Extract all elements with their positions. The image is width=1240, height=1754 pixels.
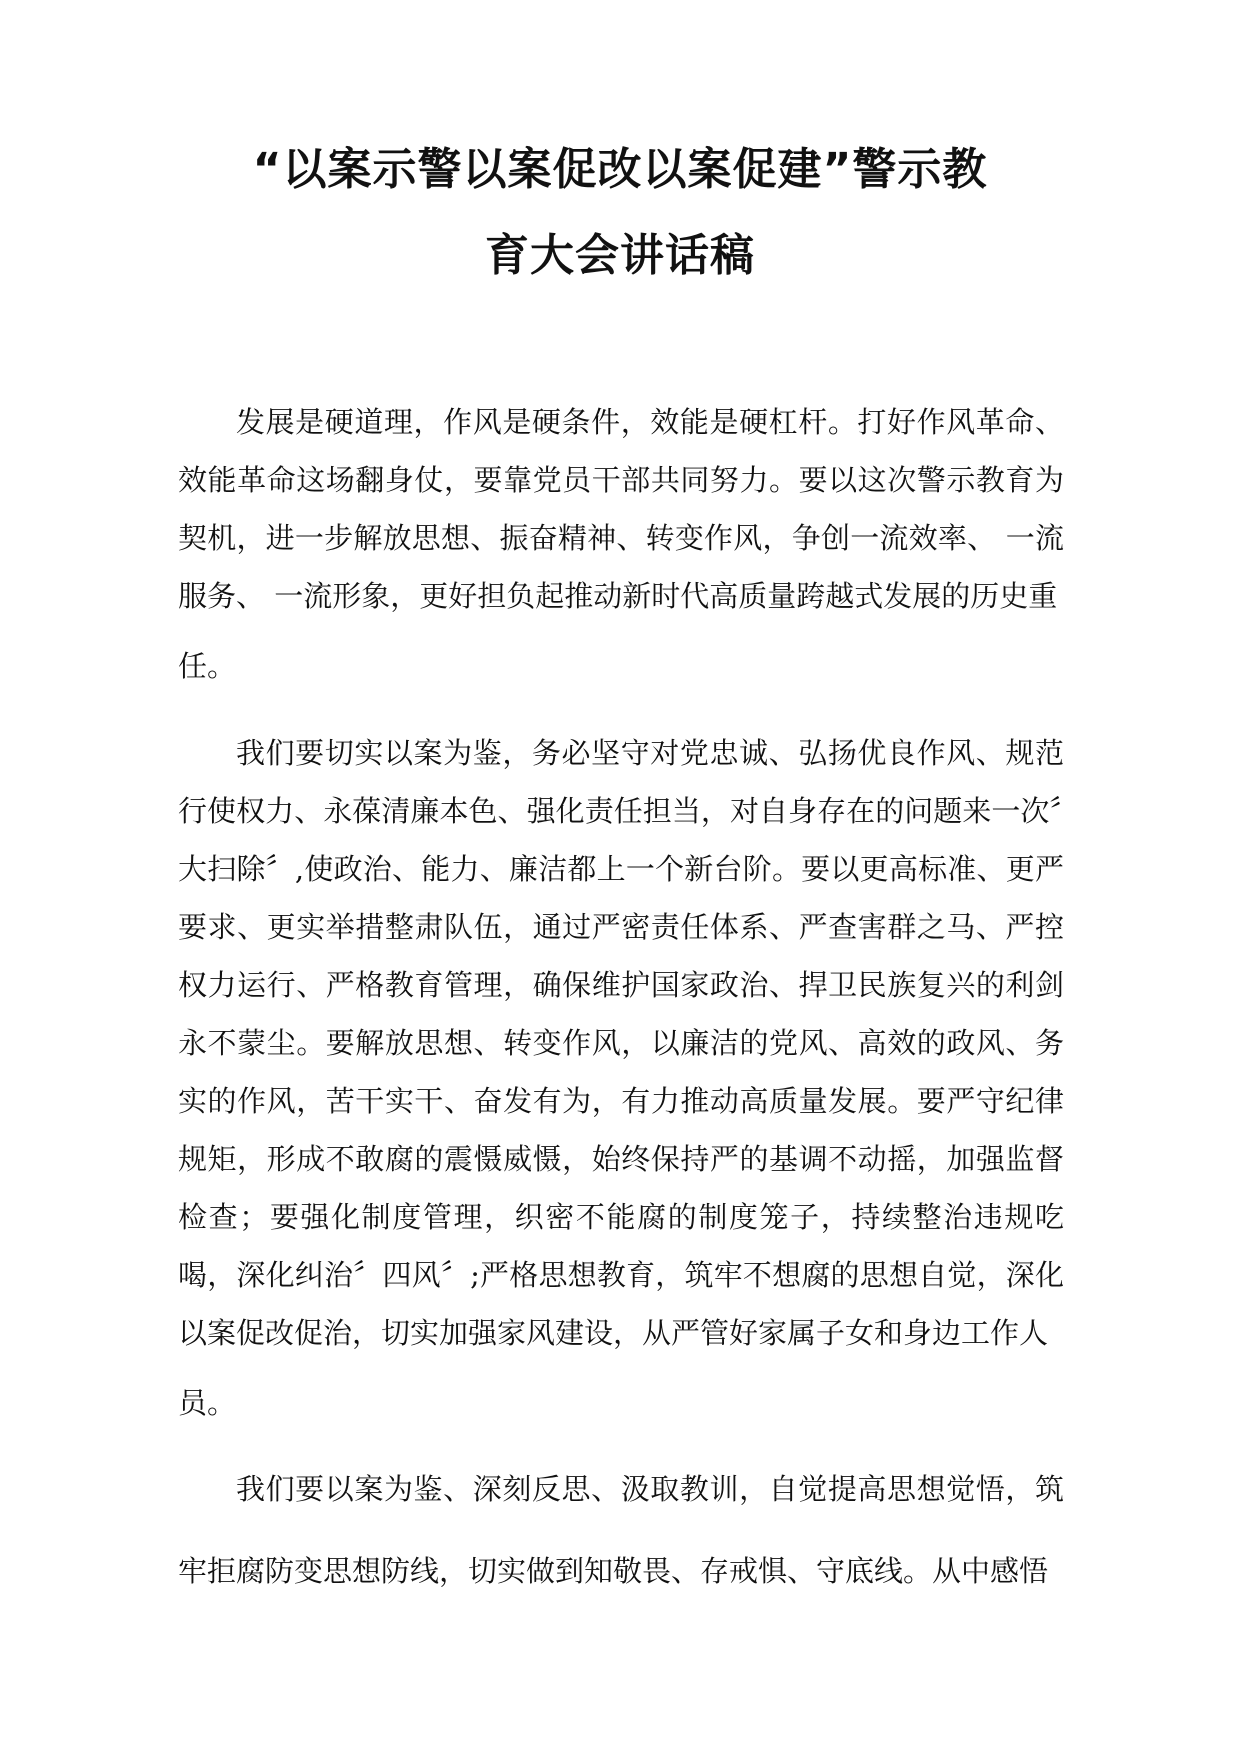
paragraph-2-last-line: 员。 — [178, 1386, 237, 1420]
title-line-2: 育大会讲话稿 — [485, 230, 755, 281]
paragraph-1-text: 发展是硬道理，作风是硬条件，效能是硬杠杆。打好作风革命、效能革命这场翻身仗，要靠党员干部共同努力。要以这次警示教育为契机，进一步解放思想、振奋精神、转变作风，争创一流效率、 一流服务、 一流形象，更好担负起推动新时代高质量跨越式发展的历史重 — [178, 405, 1064, 613]
paragraph-3-text: 我们要以案为鉴、深刻反思、汲取教训，自觉提高思想觉悟，筑牢拒腐防变思想防线，切实做到知敬畏、存戒惧、守底线。从中感悟 — [178, 1472, 1064, 1588]
body-paragraph-3 — [178, 1448, 1064, 1612]
document-title — [150, 144, 1090, 281]
body-paragraph-2 — [178, 724, 1064, 1432]
paragraph-2-text: 我们要切实以案为鉴，务必坚守对党忠诚、弘扬优良作风、规范行使权力、永葆清廉本色、强化责任担当，对自身存在的问题来一次〞大扫除〞,使政治、能力、廉洁都上一个新台阶。要以更高标准、更严要求、更实举措整肃队伍，通过严密责任体系、严查害群之马、严控权力运行、严格教育管理，确保维护国家政治、捍卫民族复兴的利剑永不蒙尘。要解放思想、转变作风，以廉洁的党风、高效的政风、务实的作风，苦干实干、奋发有为，有力推动高质量发展。要严守纪律规矩，形成不敢腐的震慑威慑，始终保持严的基调不动摇，加强监督检查；要强化制度管理，织密不能腐的制度笼子，持续整治违规吃喝，深化纠治〞四风〞;严格思想教育，筑牢不想腐的思想自觉，深化以案促改促治，切实加强家风建设，从严管好家属子女和身边工作人 — [178, 736, 1064, 1350]
paragraph-1-last-line: 任。 — [178, 649, 237, 683]
body-paragraph-1 — [178, 393, 1064, 695]
title-line-1: “以案示警以案促改以案促建”警示教 — [252, 144, 988, 195]
